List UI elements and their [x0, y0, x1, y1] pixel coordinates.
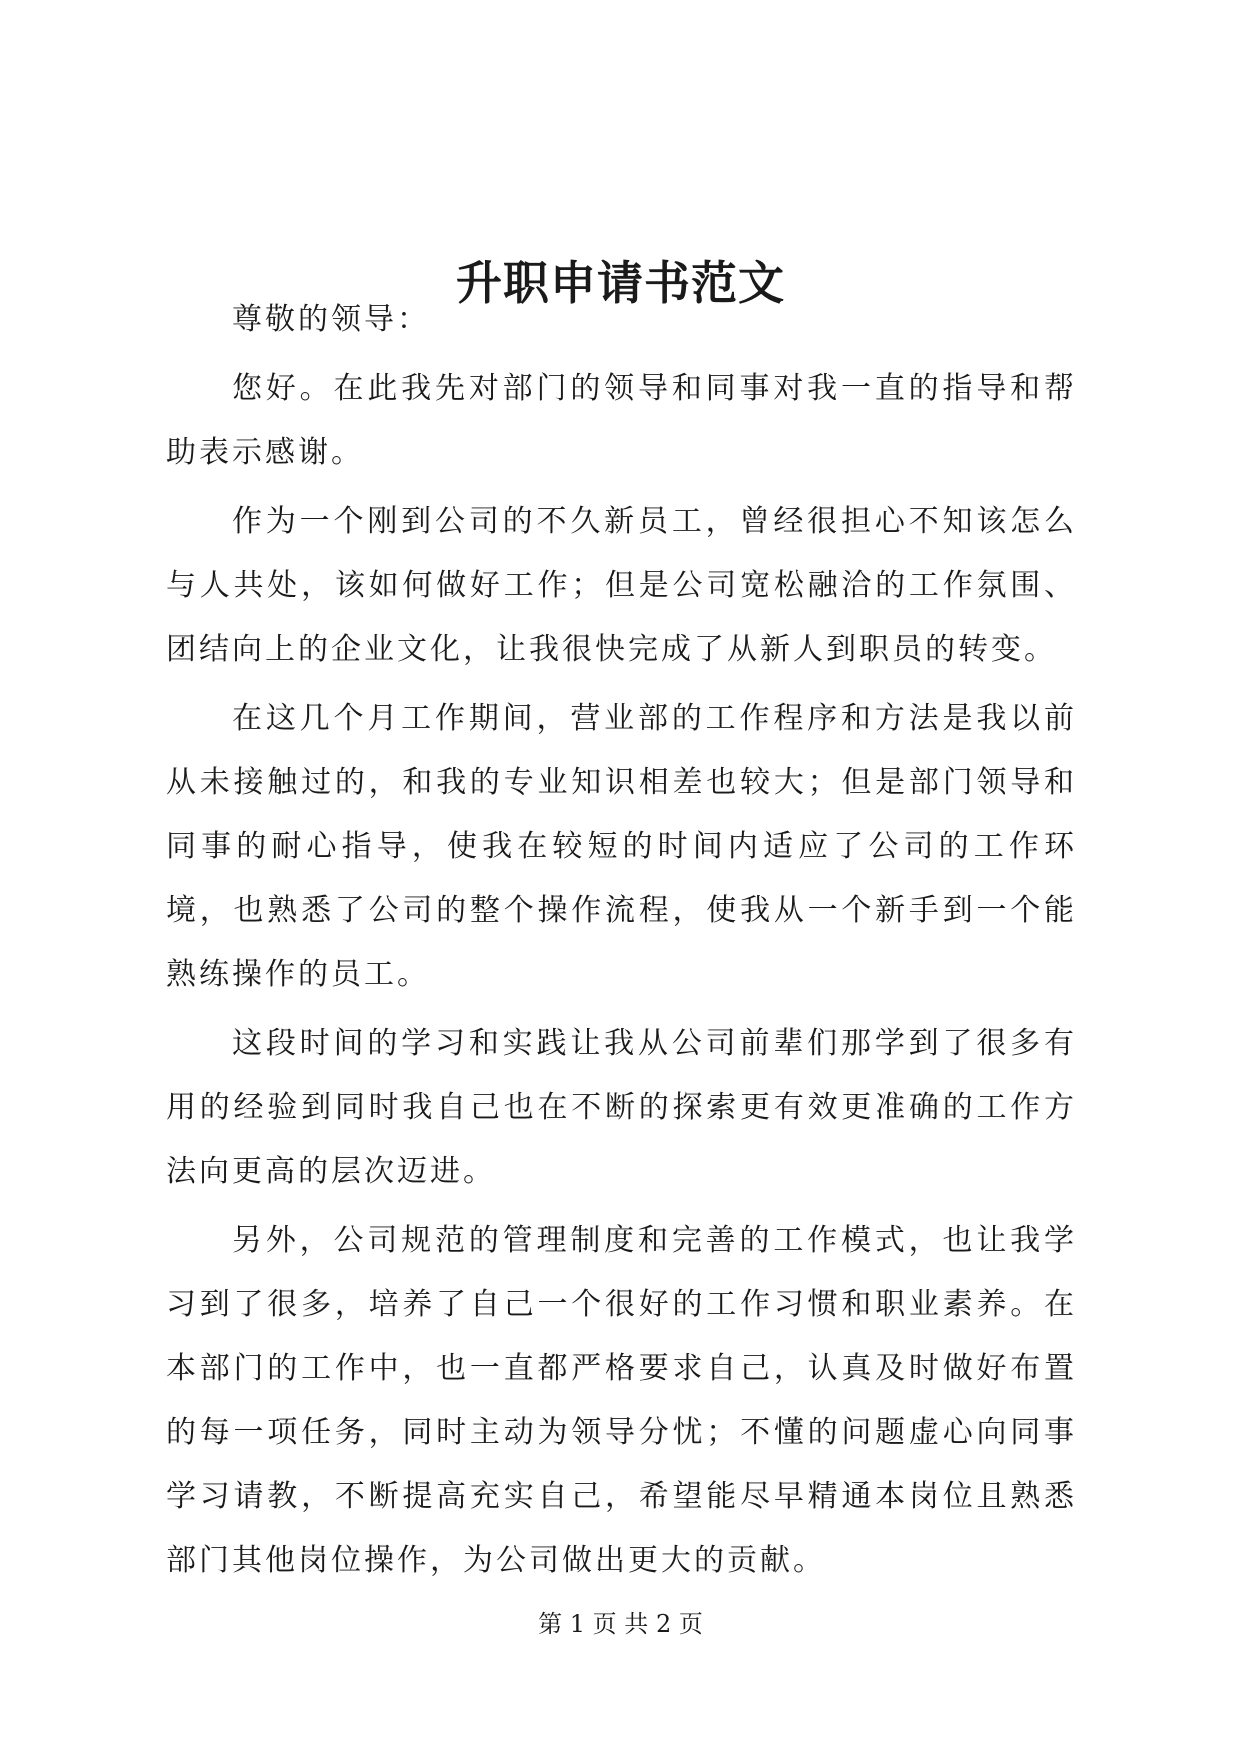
paragraph-learning: 这段时间的学习和实践让我从公司前辈们那学到了很多有用的经验到同时我自己也在不断的探索更有效更准确的工作方法向更高的层次迈进。 — [166, 1026, 1077, 1189]
paragraph-new-employee: 作为一个刚到公司的不久新员工，曾经很担心不知该怎么与人共处，该如何做好工作；但是公司宽松融洽的工作氛围、团结向上的企业文化，让我很快完成了从新人到职员的转变。 — [166, 504, 1077, 667]
paragraph-work-period: 在这几个月工作期间，营业部的工作程序和方法是我以前从未接触过的，和我的专业知识相差也较大；但是部门领导和同事的耐心指导，使我在较短的时间内适应了公司的工作环境，也熟悉了公司的整个操作流程，使我从一个新手到一个能熟练操作的员工。 — [166, 701, 1077, 992]
page-number-footer: 第 1 页 共 2 页 — [538, 1610, 703, 1638]
document-title: 升职申请书范文 — [456, 255, 785, 310]
salutation: 尊敬的领导： — [232, 302, 430, 337]
paragraph-management: 另外，公司规范的管理制度和完善的工作模式，也让我学习到了很多，培养了自己一个很好的工作习惯和职业素养。在本部门的工作中，也一直都严格要求自己，认真及时做好布置的每一项任务，同时主动为领导分忧；不懂的问题虚心向同事学习请教，不断提高充实自己，希望能尽早精通本岗位且熟悉部门其他岗位操作，为公司做出更大的贡献。 — [166, 1223, 1077, 1578]
document-body — [166, 288, 1077, 1598]
paragraph-greeting: 您好。在此我先对部门的领导和同事对我一直的指导和帮助表示感谢。 — [166, 371, 1077, 470]
